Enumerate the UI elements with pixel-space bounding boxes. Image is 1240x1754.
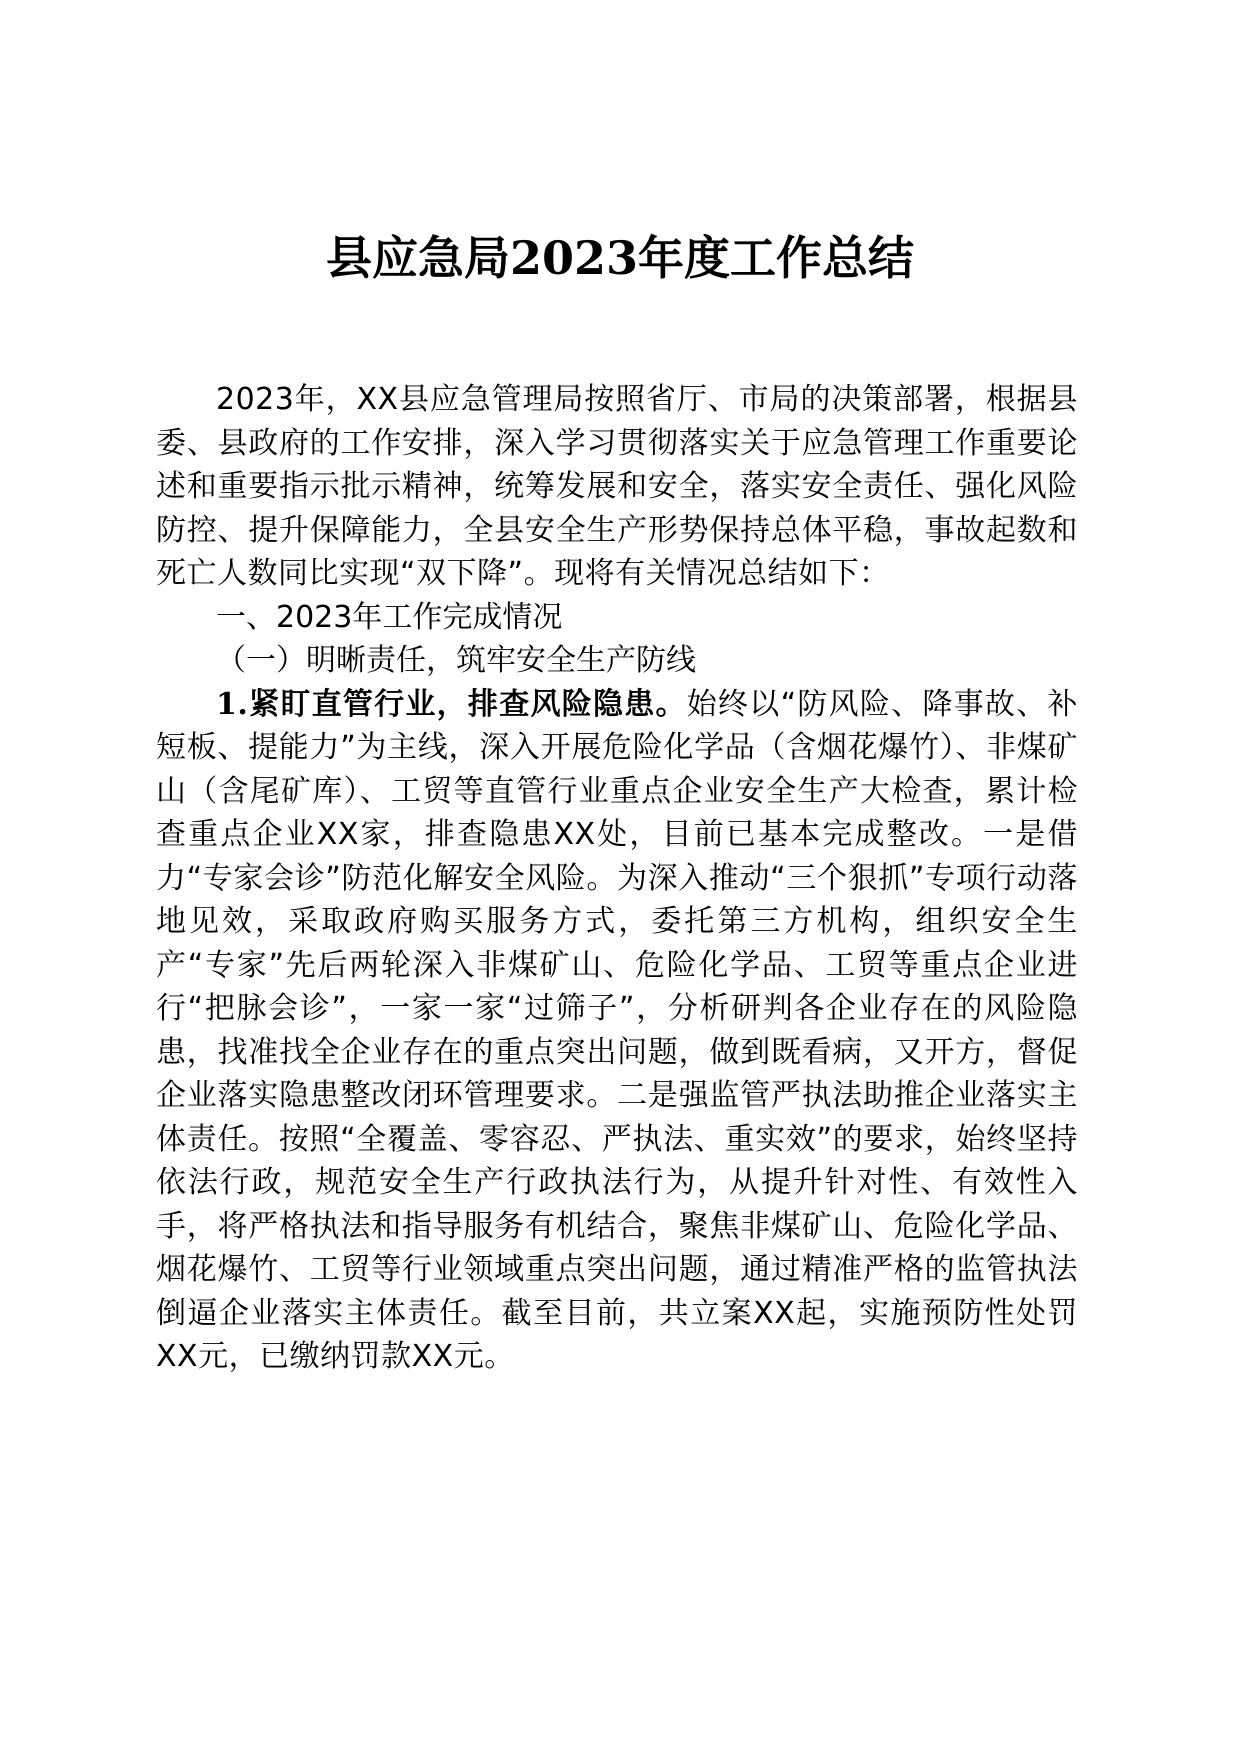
document-body xyxy=(156,378,1078,1379)
intro-paragraph: 2023年，XX县应急管理局按照省厅、市局的决策部署，根据县委、县政府的工作安排，深入学习贯彻落实关于应急管理工作重要论述和重要指示批示精神，统筹发展和安全，落实安全责任、强化风险防控、提升保障能力，全县安全生产形势保持总体平稳，事故起数和死亡人数同比实现“双下降”。现将有关情况总结如下： xyxy=(156,382,1078,591)
item-body: 始终以“防风险、降事故、补短板、提能力”为主线，深入开展危险化学品（含烟花爆竹）、非煤矿山（含尾矿库）、工贸等直管行业重点企业安全生产大检查，累计检查重点企业XX家，排查隐患XX处，目前已基本完成整改。一是借力“专家会诊”防范化解安全风险。为深入推动“三个狠抓”专项行动落地见效，采取政府购买服务方式，委托第三方机构，组织安全生产“专家”先后两轮深入非煤矿山、危险化学品、工贸等重点企业进行“把脉会诊”，一家一家“过筛子”，分析研判各企业存在的风险隐患，找准找全企业存在的重点突出问题，做到既看病，又开方，督促企业落实隐患整改闭环管理要求。二是强监管严执法助推企业落实主体责任。按照“全覆盖、零容忍、严执法、重实效”的要求，始终坚持依法行政，规范安全生产行政执法行为，从提升针对性、有效性入手，将严格执法和指导服务有机结合，聚焦非煤矿山、危险化学品、烟花爆竹、工贸等行业领域重点突出问题，通过精准严格的监管执法倒逼企业落实主体责任。截至目前，共立案XX起，实施预防性处罚XX元，已缴纳罚款XX元。 xyxy=(156,686,1078,1374)
section-heading: 一、2023年工作完成情况 xyxy=(216,599,563,635)
item-lead: 1.紧盯直管行业，排查风险隐患。 xyxy=(216,686,687,722)
document-title: 县应急局2023年度工作总结 xyxy=(325,231,915,285)
item-paragraph xyxy=(156,683,1078,1379)
subsection-heading: （一）明晰责任，筑牢安全生产防线 xyxy=(216,643,696,678)
